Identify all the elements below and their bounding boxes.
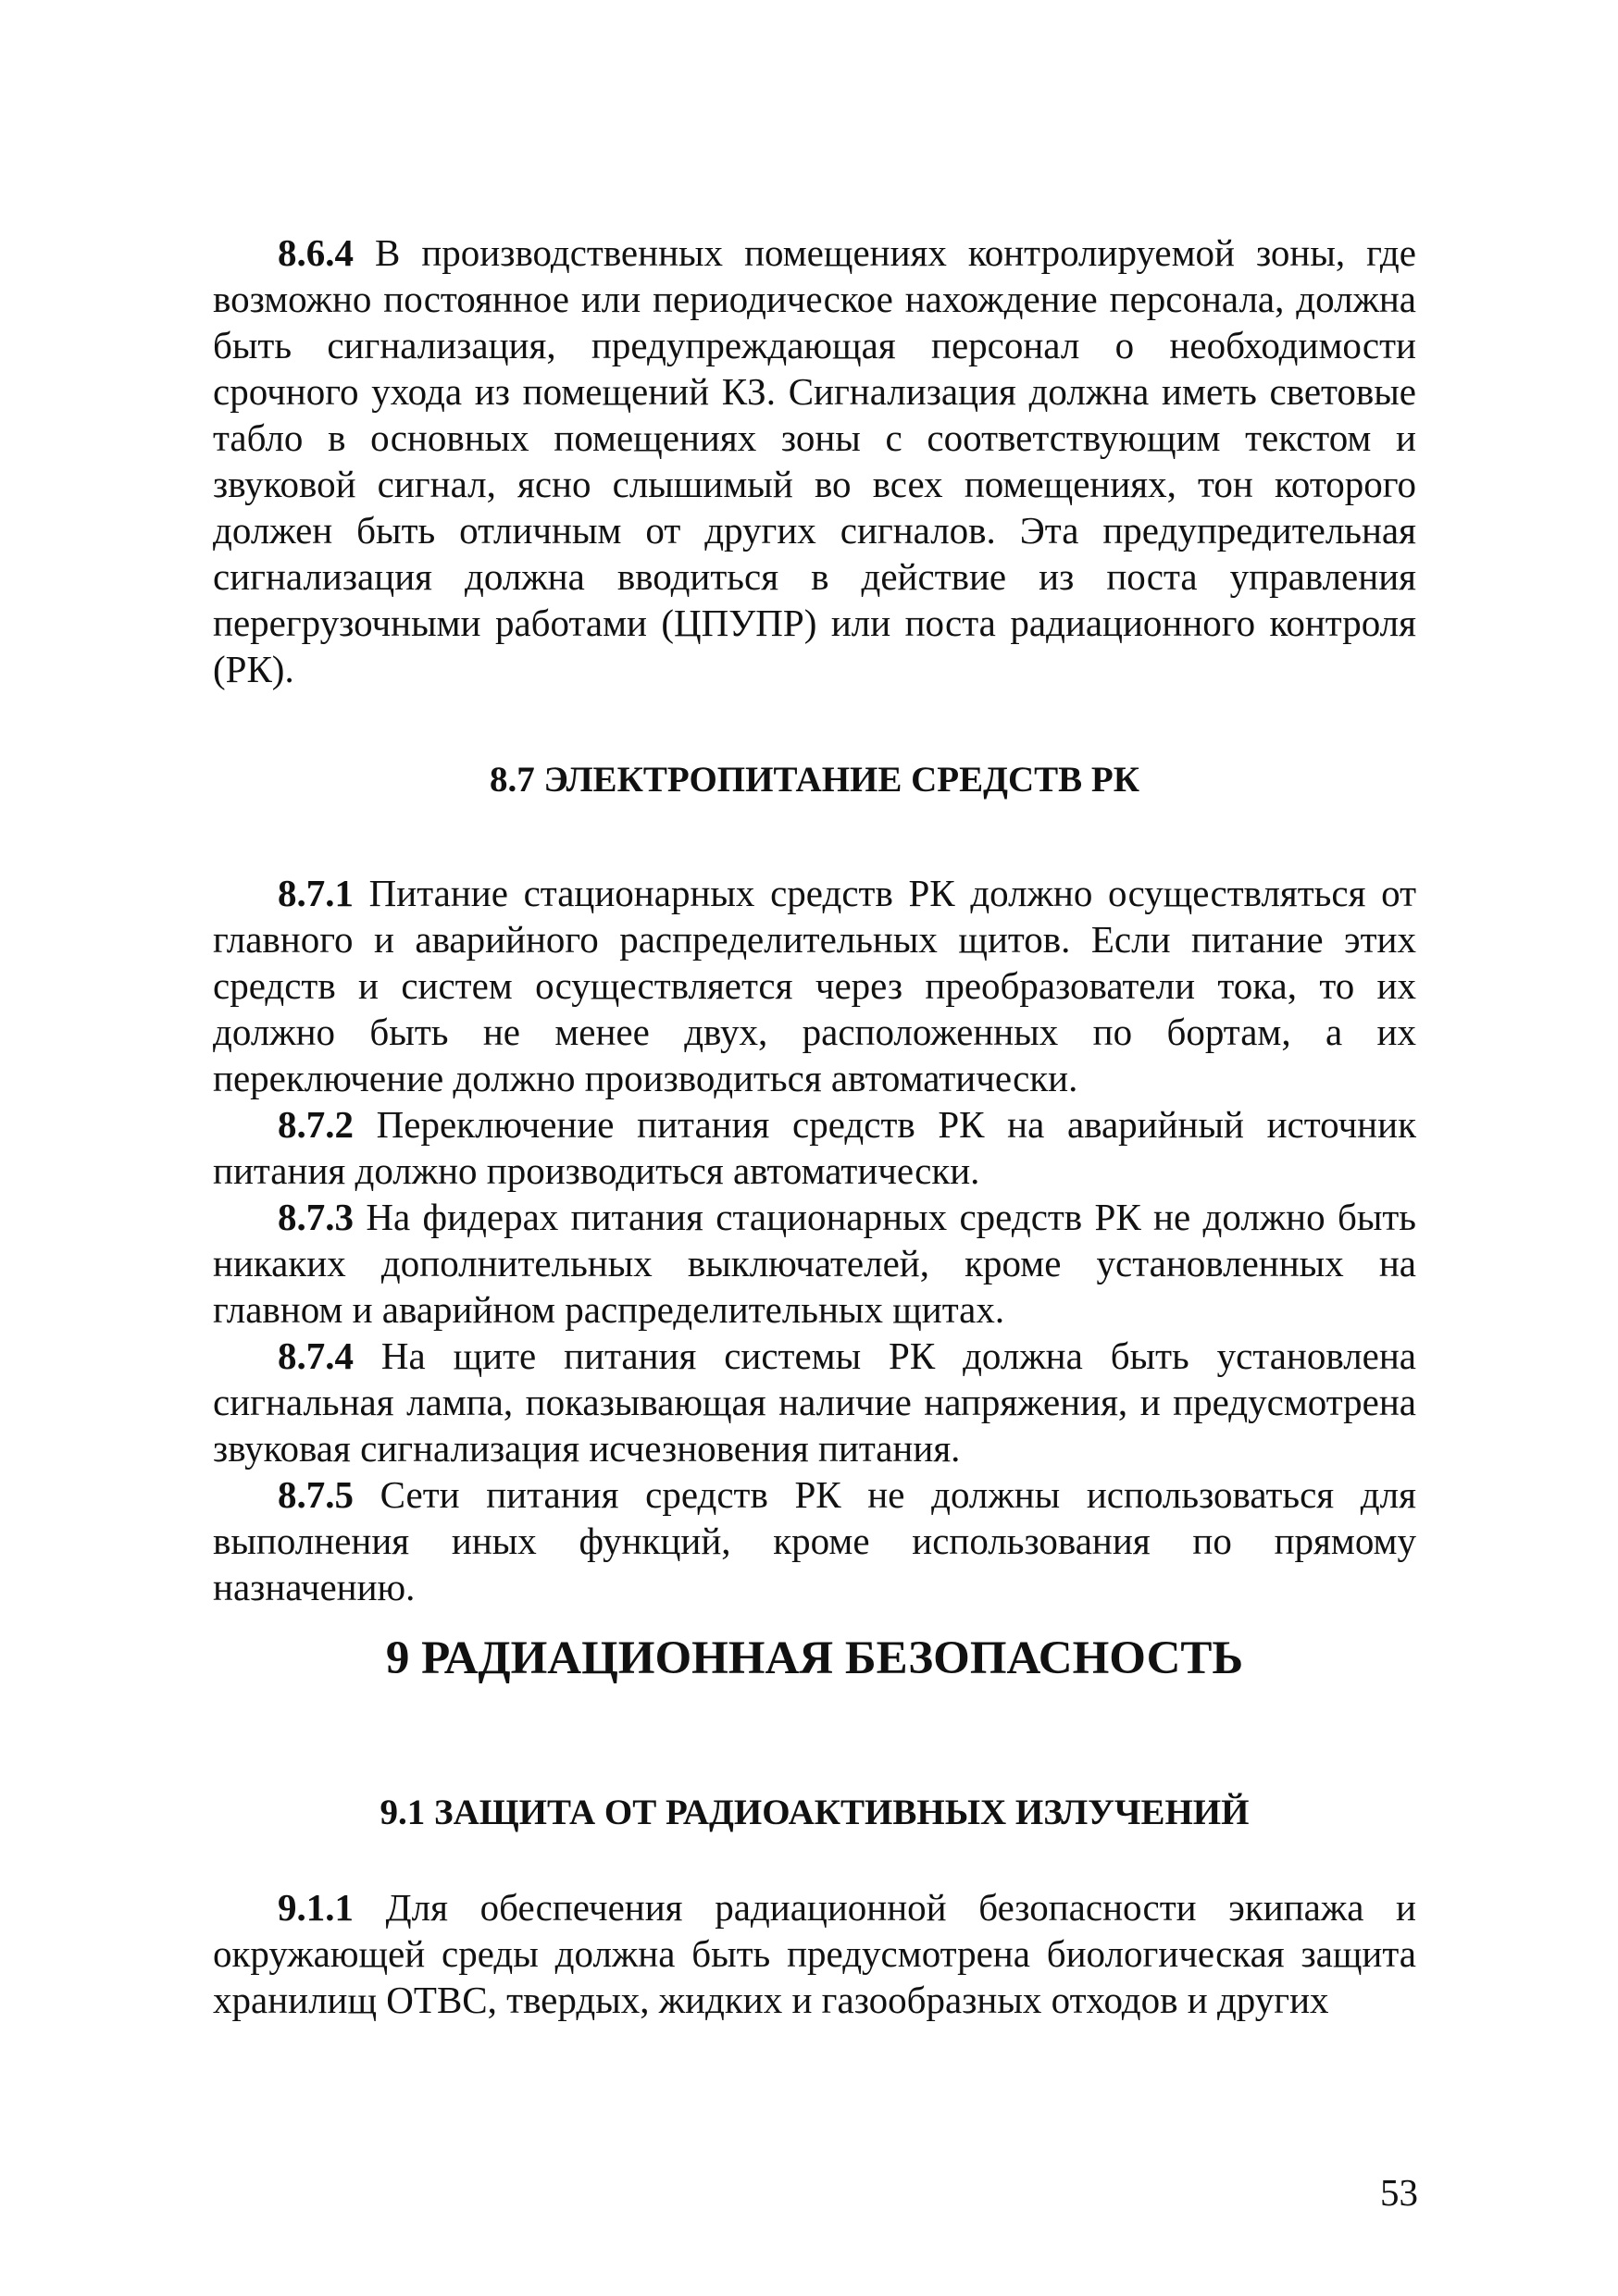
clause-number: 9.1.1 <box>278 1886 354 1929</box>
clause-number: 8.7.4 <box>278 1334 354 1377</box>
paragraph-8-7-2 <box>213 1101 1416 1194</box>
clause-text: Переключение питания средств РК на аварийный источник питания должно производиться автоматически. <box>213 1103 1416 1192</box>
clause-text: Сети питания средств РК не должны использоваться для выполнения иных функций, кроме использования по прямому назначению. <box>213 1473 1416 1608</box>
paragraph-9-1-1 <box>213 1884 1416 2023</box>
clause-number: 8.7.5 <box>278 1473 354 1516</box>
chapter-heading-9: 9 РАДИАЦИОННАЯ БЕЗОПАСНОСТЬ <box>385 1632 1244 1684</box>
paragraph-8-7-4 <box>213 1333 1416 1471</box>
clause-number: 8.7.2 <box>278 1103 354 1146</box>
paragraph-8-7-5 <box>213 1471 1416 1610</box>
page-number: 53 <box>1380 2171 1418 2214</box>
clause-text: На щите питания системы РК должна быть установлена сигнальная лампа, показывающая наличие напряжения, и предусмотрена звуковая сигнализация исчезновения питания. <box>213 1334 1416 1470</box>
section-heading-9-1: 9.1 ЗАЩИТА ОТ РАДИОАКТИВНЫХ ИЗЛУЧЕНИЙ <box>380 1793 1250 1832</box>
clause-text: Питание стационарных средств РК должно осуществляться от главного и аварийного распределительных щитов. Если питание этих средств и систем осуществляется через преобразователи тока, то их должно быть не менее двух, расположенных по бортам, а их переключение должно производиться автоматически. <box>213 872 1416 1099</box>
paragraph-8-6-4 <box>213 230 1416 692</box>
clause-text: На фидерах питания стационарных средств РК не должно быть никаких дополнительных выключателей, кроме установленных на главном и аварийном распределительных щитах. <box>213 1196 1416 1331</box>
clause-number: 8.6.4 <box>278 231 354 274</box>
paragraph-8-7-3 <box>213 1194 1416 1333</box>
clause-number: 8.7.1 <box>278 872 354 914</box>
clause-text: В производственных помещениях контролируемой зоны, где возможно постоянное или периодическое нахождение персонала, должна быть сигнализация, предупреждающая персонал о необходимости срочного ухода из помещений КЗ. Сигнализация должна иметь световые табло в основных помещениях зоны с соответствующим текстом и звуковой сигнал, ясно слышимый во всех помещениях, тон которого должен быть отличным от других сигналов. Эта предупредительная сигнализация должна вводиться в действие из поста управления перегрузочными работами (ЦПУПР) или поста радиационного контроля (РК). <box>213 231 1416 690</box>
clause-text: Для обеспечения радиационной безопасности экипажа и окружающей среды должна быть предусмотрена биологическая защита хранилищ ОТВС, твердых, жидких и газообразных отходов и других <box>213 1886 1416 2021</box>
paragraph-8-7-1 <box>213 870 1416 1101</box>
section-heading-8-7: 8.7 ЭЛЕКТРОПИТАНИЕ СРЕДСТВ РК <box>490 760 1139 800</box>
clause-number: 8.7.3 <box>278 1196 354 1238</box>
